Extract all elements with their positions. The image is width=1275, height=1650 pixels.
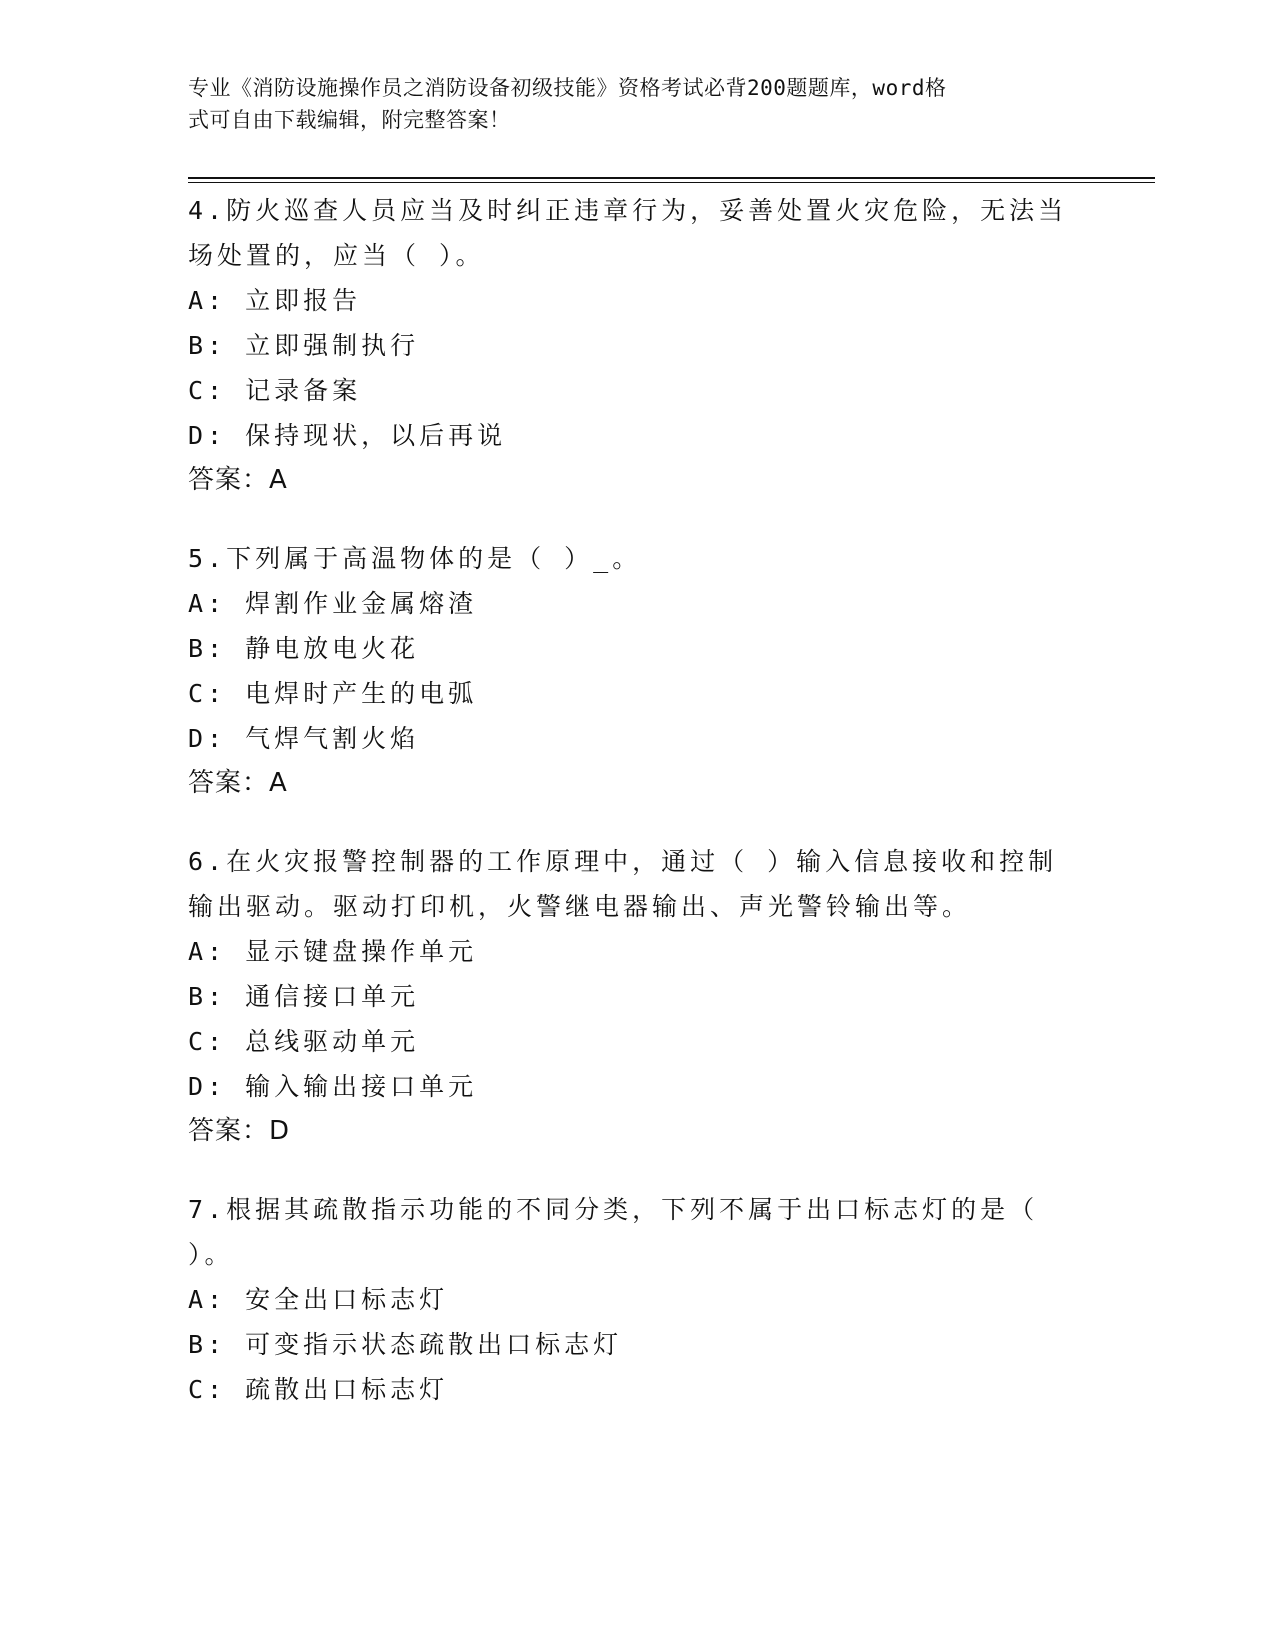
question-4 xyxy=(188,188,1068,503)
option-b: B: 静电放电火花 xyxy=(188,634,420,663)
option-b: B: 通信接口单元 xyxy=(188,982,420,1011)
question-5 xyxy=(188,536,1068,806)
question-stem-cont: 场处置的，应当（ ）。 xyxy=(188,241,485,270)
question-stem: 6.在火灾报警控制器的工作原理中，通过（ ）输入信息接收和控制 xyxy=(188,847,1058,876)
option-a: A: 显示键盘操作单元 xyxy=(188,937,478,966)
header-divider-thick xyxy=(188,177,1155,179)
option-c: C: 电焊时产生的电弧 xyxy=(188,679,478,708)
document-header xyxy=(188,72,1068,136)
question-stem: 5.下列属于高温物体的是（ ）_。 xyxy=(188,544,642,573)
option-b: B: 立即强制执行 xyxy=(188,331,420,360)
question-list xyxy=(188,188,1068,1445)
question-7 xyxy=(188,1187,1068,1412)
question-stem-cont: ）。 xyxy=(188,1240,234,1269)
option-d: D: 气焊气割火焰 xyxy=(188,724,420,753)
answer: 答案：A xyxy=(188,768,288,798)
option-a: A: 安全出口标志灯 xyxy=(188,1285,449,1314)
answer: 答案：A xyxy=(188,465,288,495)
option-c: C: 记录备案 xyxy=(188,376,362,405)
question-stem: 4.防火巡查人员应当及时纠正违章行为，妥善处置火灾危险，无法当 xyxy=(188,196,1068,225)
question-6 xyxy=(188,839,1068,1154)
header-line-2: 式可自由下载编辑，附完整答案！ xyxy=(188,108,511,132)
option-c: C: 总线驱动单元 xyxy=(188,1027,420,1056)
answer: 答案：D xyxy=(188,1116,291,1146)
option-b: B: 可变指示状态疏散出口标志灯 xyxy=(188,1330,623,1359)
option-c: C: 疏散出口标志灯 xyxy=(188,1375,449,1404)
question-stem-cont: 输出驱动。驱动打印机，火警继电器输出、声光警铃输出等。 xyxy=(188,892,972,921)
header-divider-thin xyxy=(188,182,1155,183)
option-a: A: 焊割作业金属熔渣 xyxy=(188,589,478,618)
question-stem: 7.根据其疏散指示功能的不同分类，下列不属于出口标志灯的是（ xyxy=(188,1195,1039,1224)
option-d: D: 保持现状，以后再说 xyxy=(188,421,507,450)
header-line-1: 专业《消防设施操作员之消防设备初级技能》资格考试必背200题题库，word格 xyxy=(188,76,947,100)
option-d: D: 输入输出接口单元 xyxy=(188,1072,478,1101)
option-a: A: 立即报告 xyxy=(188,286,362,315)
